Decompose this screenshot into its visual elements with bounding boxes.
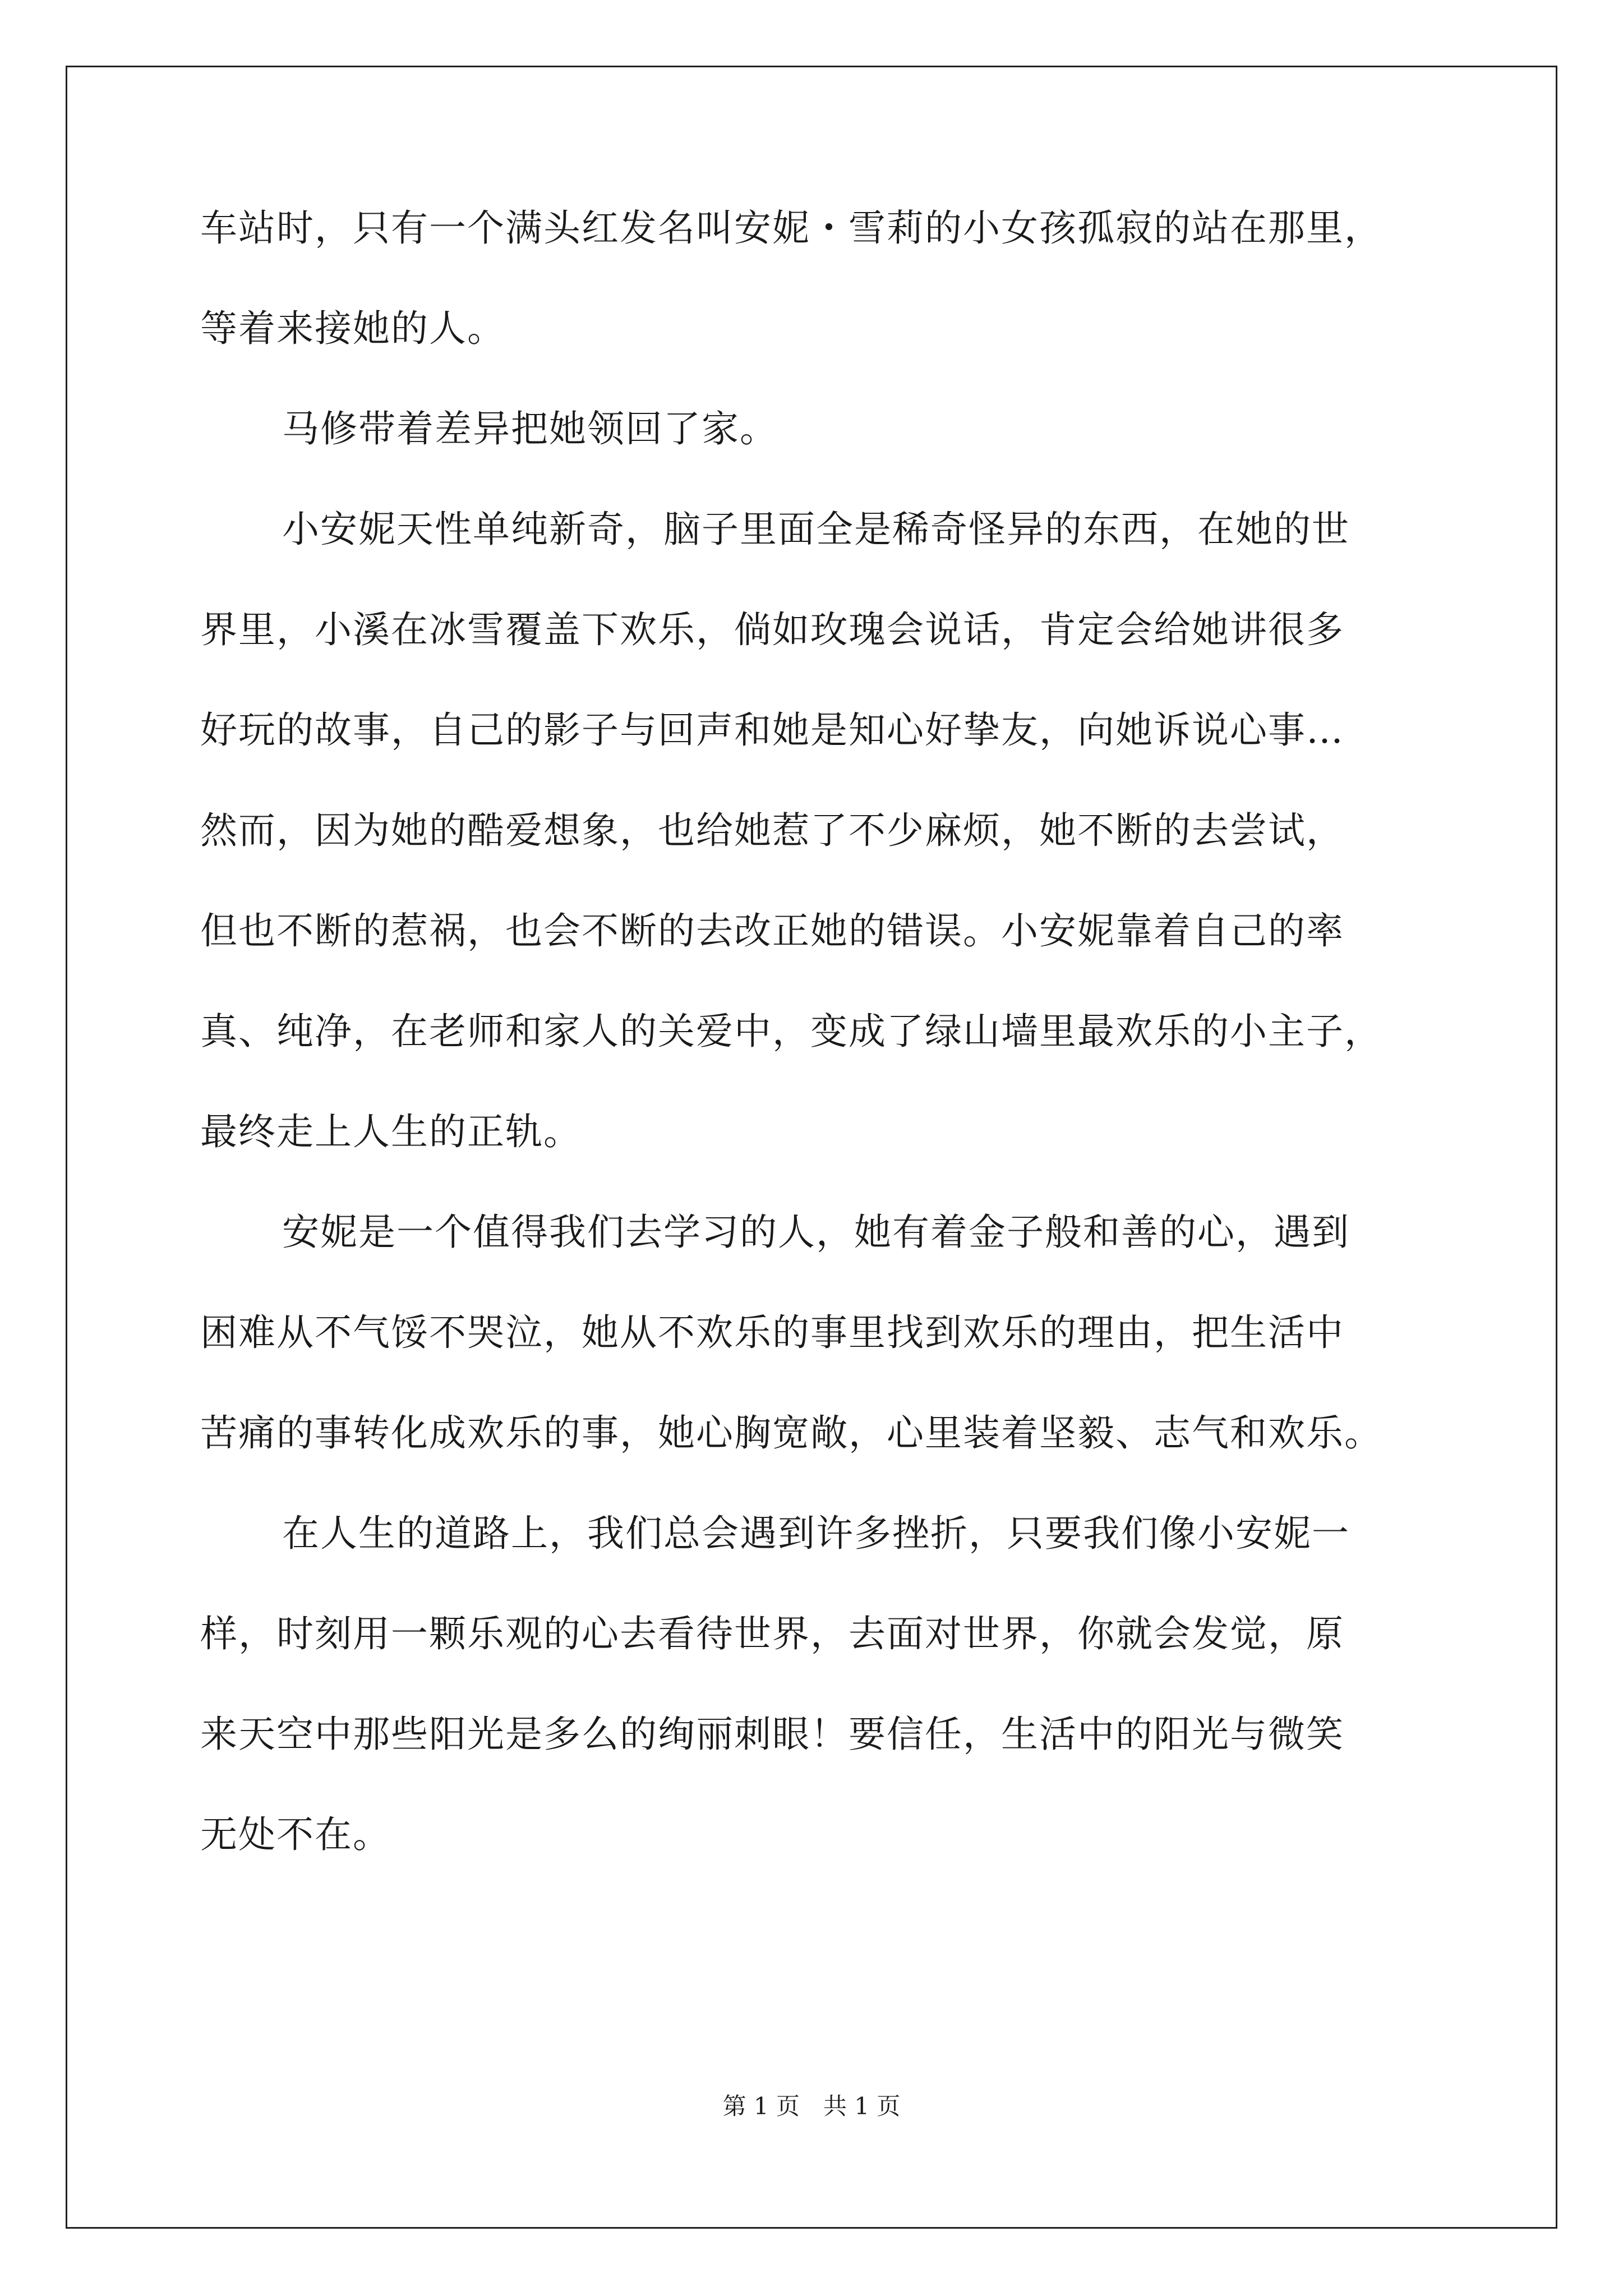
text-line: 然而，因为她的酷爱想象，也给她惹了不少麻烦，她不断的去尝试， [200,809,1344,852]
paragraph-first-line: 马修带着差异把她领回了家。 [282,407,778,450]
text-line: 来天空中那些阳光是多么的绚丽刺眼！要信任，生活中的阳光与微笑 [200,1713,1344,1756]
text-line: 真、纯净，在老师和家人的关爱中，变成了绿山墙里最欢乐的小主子， [200,1010,1382,1053]
text-line: 好玩的故事，自己的影子与回声和她是知心好挚友，向她诉说心事… [200,708,1344,752]
text-line: 车站时，只有一个满头红发名叫安妮・雪莉的小女孩孤寂的站在那里， [200,206,1382,250]
text-line: 无处不在。 [200,1813,391,1856]
text-line: 困难从不气馁不哭泣，她从不欢乐的事里找到欢乐的理由，把生活中 [200,1311,1344,1354]
text-line: 等着来接她的人。 [200,307,505,350]
text-line: 最终走上人生的正轨。 [200,1110,582,1153]
text-line: 但也不断的惹祸，也会不断的去改正她的错误。小安妮靠着自己的率 [200,909,1344,953]
text-line: 界里，小溪在冰雪覆盖下欢乐，倘如玫瑰会说话，肯定会给她讲很多 [200,608,1344,651]
paragraph-first-line: 在人生的道路上，我们总会遇到许多挫折，只要我们像小安妮一 [282,1512,1350,1555]
paragraph-first-line: 安妮是一个值得我们去学习的人，她有着金子般和善的心，遇到 [282,1211,1350,1254]
paragraph-first-line: 小安妮天性单纯新奇，脑子里面全是稀奇怪异的东西，在她的世 [282,508,1350,551]
page-footer: 第 1 页 共 1 页 [722,2092,901,2120]
text-line: 样，时刻用一颗乐观的心去看待世界，去面对世界，你就会发觉，原 [200,1612,1344,1655]
text-line: 苦痛的事转化成欢乐的事，她心胸宽敞，心里装着坚毅、志气和欢乐。 [200,1411,1382,1455]
